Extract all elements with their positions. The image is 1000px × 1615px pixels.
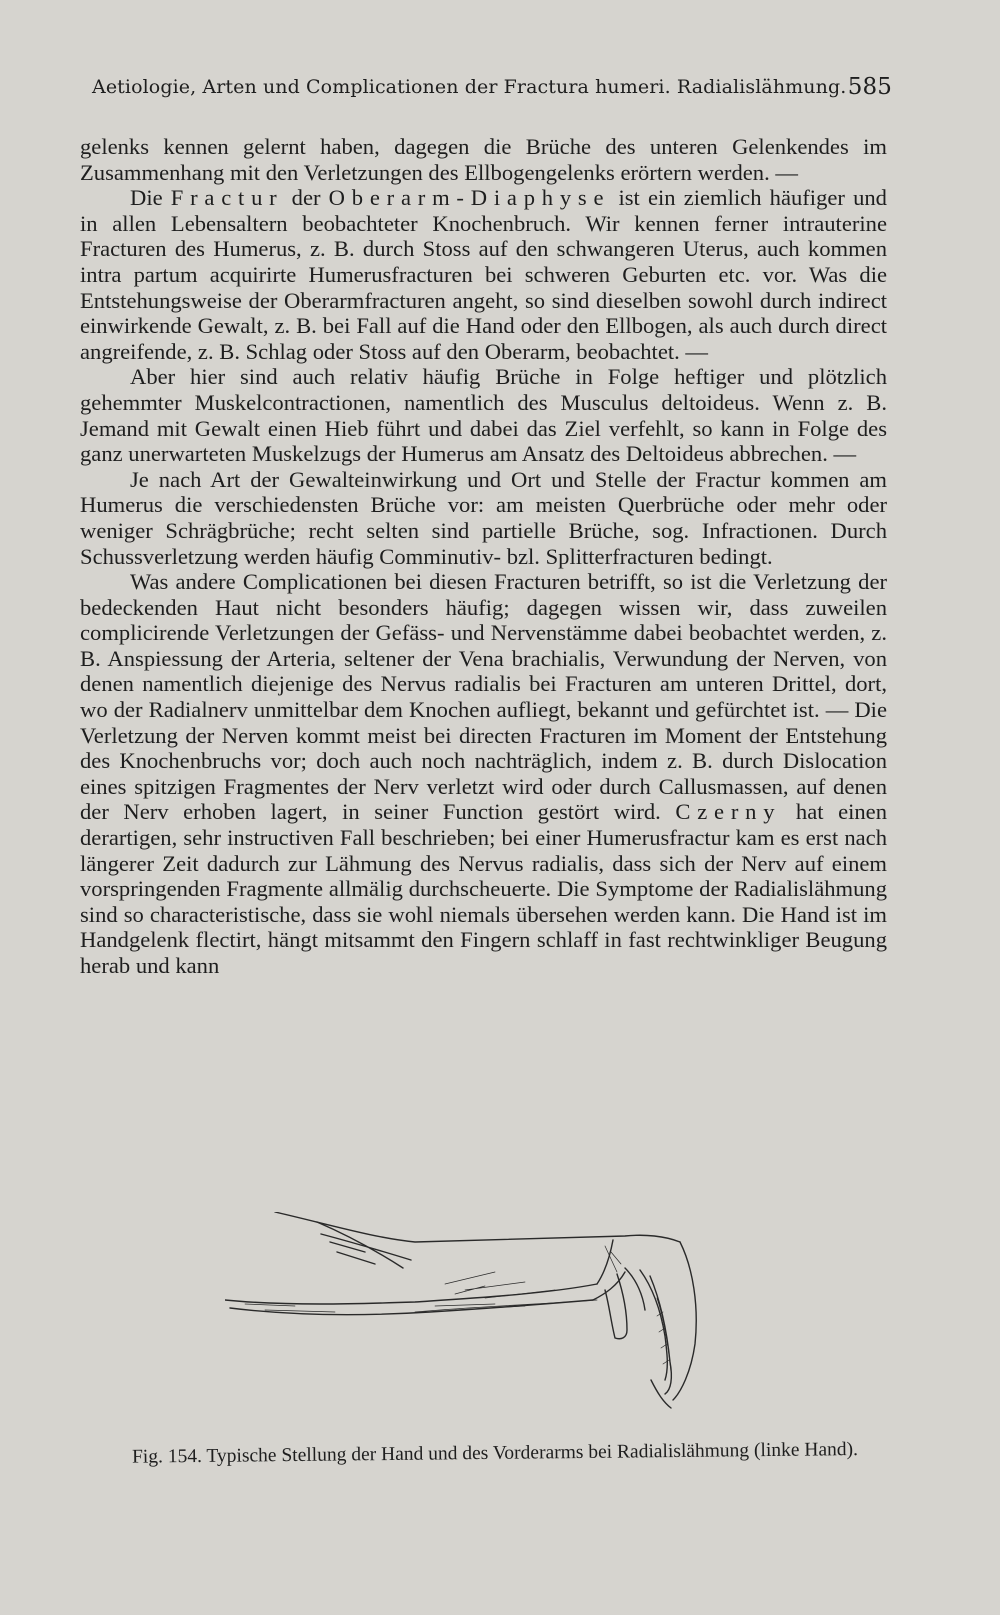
text-run: der [291, 185, 321, 211]
page-number: 585 [847, 74, 892, 100]
text-run: Die [130, 185, 163, 211]
hand-forearm-illustration [225, 1212, 730, 1424]
spaced-name-czerny: Czerny [675, 799, 782, 825]
header-title: Aetiologie, Arten und Complicationen der Fractura humeri. Radialislähmung. [92, 76, 847, 98]
paragraph-4: Je nach Art der Gewalteinwirkung und Ort und Stelle der Fractur kommen am Humerus die verschiedensten Brüche vor: am meisten Querbrüche oder mehr oder weniger Schrägbrüche; recht selten sind partielle Brüche, sog. Infractionen. Durch Schussverletzung werden häufig Comminutiv- bzl. Splitterfracturen bedingt. [80, 466, 887, 569]
text-run: ist ein ziemlich häufiger und in allen Lebensaltern beobachteter Knochenbruch. Wir kennen ferner intrauterine Fracturen des Humerus, z. B. durch Stoss auf den schwangeren Uterus, auch kommen intra partum acquirirte Humerusfracturen bei schweren Geburten etc. vor. Was die Entstehungsweise der Oberarmfracturen angeht, so sind dieselben sowohl durch indirect einwirkende Gewalt, z. B. bei Fall auf die Hand oder den Ellbogen, als auch durch direct angreifende, z. B. Schlag oder Stoss auf den Oberarm, beobachtet. — [80, 185, 887, 364]
spaced-term-fractur: Fractur [170, 185, 284, 211]
body-text [80, 134, 887, 979]
paragraph-2 [80, 185, 887, 364]
paragraph-1: gelenks kennen gelernt haben, dagegen die Brüche des unteren Gelenkendes im Zusammenhang mit den Verletzungen des Ellbogengelenks erörtern werden. — [80, 134, 887, 185]
spaced-term-diaphyse: Oberarm-Diaphyse [328, 185, 611, 211]
running-header [92, 76, 892, 98]
caption-text: Fig. 154. Typische Stellung der Hand und des Vorderarms bei Radialislähmung (linke Hand). [131, 1439, 859, 1468]
paragraph-5 [80, 569, 887, 979]
figure-caption [80, 1440, 887, 1468]
text-run: hat einen derartigen, sehr instructiven Fall beschrieben; bei einer Humerusfractur kam es erst nach längerer Zeit dadurch zur Lähmung des Nervus radialis, dass sich der Nerv auf einem vorspringenden Fragmente allmälig durchscheuerte. Die Symptome der Radialislähmung sind so characteristische, dass sie wohl niemals übersehen werden kann. Die Hand ist im Handgelenk flectirt, hängt mitsammt den Fingern schlaff in fast rechtwinkliger Beugung herab und kann [80, 799, 888, 978]
paragraph-3: Aber hier sind auch relativ häufig Brüche in Folge heftiger und plötzlich gehemmter Muskelcontractionen, namentlich des Musculus deltoideus. Wenn z. B. Jemand mit Gewalt einen Hieb führt und dabei das Ziel verfehlt, so kann in Folge des ganz unerwarteten Muskelzugs der Humerus am Ansatz des Deltoideus abbrechen. — [80, 364, 887, 467]
text-run: Was andere Complicationen bei diesen Fracturen betrifft, so ist die Verletzung der bedeckenden Haut nicht besonders häufig; dagegen wissen wir, dass zuweilen complicirende Verletzungen der Gefäss- und Nervenstämme dabei beobachtet werden, z. B. Anspiessung der Arteria, seltener der Vena brachialis, Verwundung der Nerven, von denen namentlich diejenige des Nervus radialis bei Fracturen am unteren Drittel, dort, wo der Radialnerv unmittelbar dem Knochen aufliegt, bekannt und gefürchtet ist. — Die Verletzung der Nerven kommt meist bei directen Fracturen im Moment der Entstehung des Knochenbruchs vor; doch auch noch nachträglich, indem z. B. durch Dislocation eines spitzigen Fragmentes der Nerv verletzt wird oder durch Callusmassen, auf denen der Nerv erhoben lagert, in seiner Function gestört wird. [80, 569, 887, 825]
